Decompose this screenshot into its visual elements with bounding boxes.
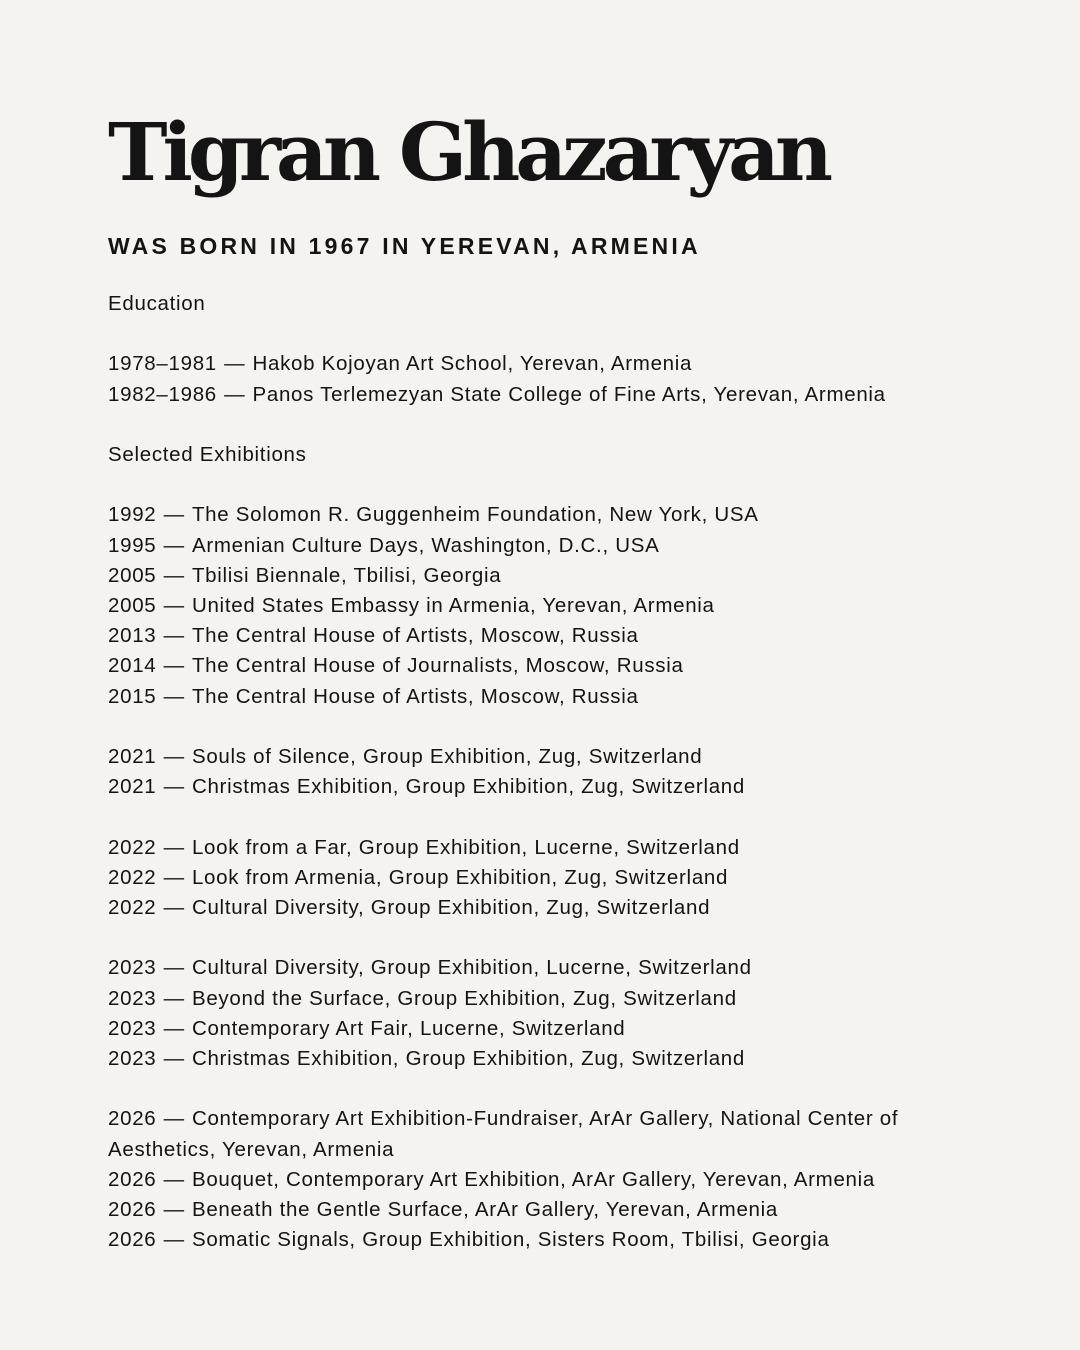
entry-year: 1995 [108,533,157,557]
exhibition-item [108,863,978,893]
dash-separator: — [163,775,185,799]
dash-separator: — [163,865,185,889]
exhibition-item [108,1044,978,1074]
entry-text: Contemporary Art Fair, Lucerne, Switzerland [191,1016,626,1040]
dash-separator: — [163,684,185,708]
entry-year: 1978–1981 [108,352,217,376]
entry-year: 2026 [108,1228,157,1252]
dash-separator: — [163,654,185,678]
dash-separator: — [163,563,185,587]
artist-cv [108,105,978,1255]
dash-separator: — [163,1228,185,1252]
exhibition-item [108,500,978,530]
exhibition-item [108,561,978,591]
exhibition-item [108,772,978,802]
entry-text: The Solomon R. Guggenheim Foundation, New York, USA [191,503,759,527]
entry-text: Beyond the Surface, Group Exhibition, Zug, Switzerland [191,986,737,1010]
entry-text: Cultural Diversity, Group Exhibition, Zug, Switzerland [191,895,711,919]
exhibition-item [108,1165,978,1195]
dash-separator: — [163,1107,185,1131]
exhibition-group [108,1104,978,1255]
entry-year: 2026 [108,1107,157,1131]
exhibition-group [108,742,978,802]
entry-text: Beneath the Gentle Surface, ArAr Gallery, Yerevan, Armenia [191,1197,779,1221]
exhibition-group [108,953,978,1074]
entry-year: 2021 [108,744,157,768]
dash-separator: — [163,503,185,527]
entry-text: Christmas Exhibition, Group Exhibition, Zug, Switzerland [191,1046,746,1070]
entry-text: Hakob Kojoyan Art School, Yerevan, Armenia [252,352,693,376]
spacer [108,923,978,953]
dash-separator: — [163,624,185,648]
exhibition-item [108,591,978,621]
dash-separator: — [163,744,185,768]
exhibition-item [108,682,978,712]
exhibition-group [108,500,978,711]
spacer [108,319,978,349]
dash-separator: — [163,1046,185,1070]
exhibition-item [108,893,978,923]
entry-year: 2023 [108,956,157,980]
entry-year: 1982–1986 [108,382,217,406]
entry-year: 1992 [108,503,157,527]
dash-separator: — [163,1016,185,1040]
dash-separator: — [163,895,185,919]
entry-text: Souls of Silence, Group Exhibition, Zug, Switzerland [191,744,703,768]
entry-year: 2005 [108,563,157,587]
entry-text: Look from a Far, Group Exhibition, Lucerne, Switzerland [191,835,740,859]
education-item [108,380,978,410]
entry-text: Christmas Exhibition, Group Exhibition, Zug, Switzerland [191,775,746,799]
cv-body [108,289,978,1255]
entry-text: Bouquet, Contemporary Art Exhibition, ArAr Gallery, Yerevan, Armenia [191,1167,876,1191]
entry-text: Look from Armenia, Group Exhibition, Zug, Switzerland [191,865,729,889]
spacer [108,712,978,742]
exhibition-item [108,1104,978,1164]
entry-text: United States Embassy in Armenia, Yerevan, Armenia [191,593,715,617]
entry-text: Tbilisi Biennale, Tbilisi, Georgia [191,563,502,587]
exhibitions-list [108,500,978,1255]
dash-separator: — [163,1167,185,1191]
exhibition-item [108,531,978,561]
entry-text: Panos Terlemezyan State College of Fine Arts, Yerevan, Armenia [252,382,886,406]
entry-year: 2026 [108,1197,157,1221]
dash-separator: — [163,1197,185,1221]
entry-text: Cultural Diversity, Group Exhibition, Lucerne, Switzerland [191,956,752,980]
entry-year: 2021 [108,775,157,799]
entry-text: The Central House of Journalists, Moscow, Russia [191,654,684,678]
exhibition-item [108,1195,978,1225]
dash-separator: — [224,352,246,376]
spacer [108,802,978,832]
entry-year: 2015 [108,684,157,708]
exhibition-item [108,621,978,651]
exhibitions-heading: Selected Exhibitions [108,442,307,466]
entry-year: 2013 [108,624,157,648]
artist-name: Tigran Ghazaryan [108,105,829,199]
dash-separator: — [224,382,246,406]
exhibition-group [108,833,978,924]
entry-year: 2022 [108,895,157,919]
entry-text: Somatic Signals, Group Exhibition, Sisters Room, Tbilisi, Georgia [191,1228,830,1252]
dash-separator: — [163,593,185,617]
dash-separator: — [163,986,185,1010]
entry-year: 2023 [108,986,157,1010]
spacer [108,1074,978,1104]
entry-year: 2014 [108,654,157,678]
entry-text: The Central House of Artists, Moscow, Russia [191,624,639,648]
entry-year: 2022 [108,835,157,859]
spacer [108,410,978,440]
education-heading: Education [108,292,206,315]
entry-year: 2005 [108,593,157,617]
dash-separator: — [163,533,185,557]
exhibition-item [108,984,978,1014]
exhibition-item [108,1225,978,1255]
exhibition-item [108,1014,978,1044]
entry-text: The Central House of Artists, Moscow, Russia [191,684,639,708]
dash-separator: — [163,835,185,859]
exhibition-item [108,651,978,681]
dash-separator: — [163,956,185,980]
education-item [108,349,978,379]
entry-year: 2023 [108,1016,157,1040]
entry-text: Armenian Culture Days, Washington, D.C., USA [191,533,660,557]
spacer [108,470,978,500]
exhibition-item [108,953,978,983]
entry-year: 2023 [108,1046,157,1070]
artist-birth-info: WAS BORN IN 1967 IN YEREVAN, ARMENIA [108,233,701,259]
exhibition-item [108,742,978,772]
entry-year: 2026 [108,1167,157,1191]
entry-year: 2022 [108,865,157,889]
exhibition-item [108,833,978,863]
entry-text: Contemporary Art Exhibition-Fundraiser, ArAr Gallery, National Center of Aesthetics, Yerevan, Armenia [108,1107,899,1161]
education-list [108,349,978,409]
